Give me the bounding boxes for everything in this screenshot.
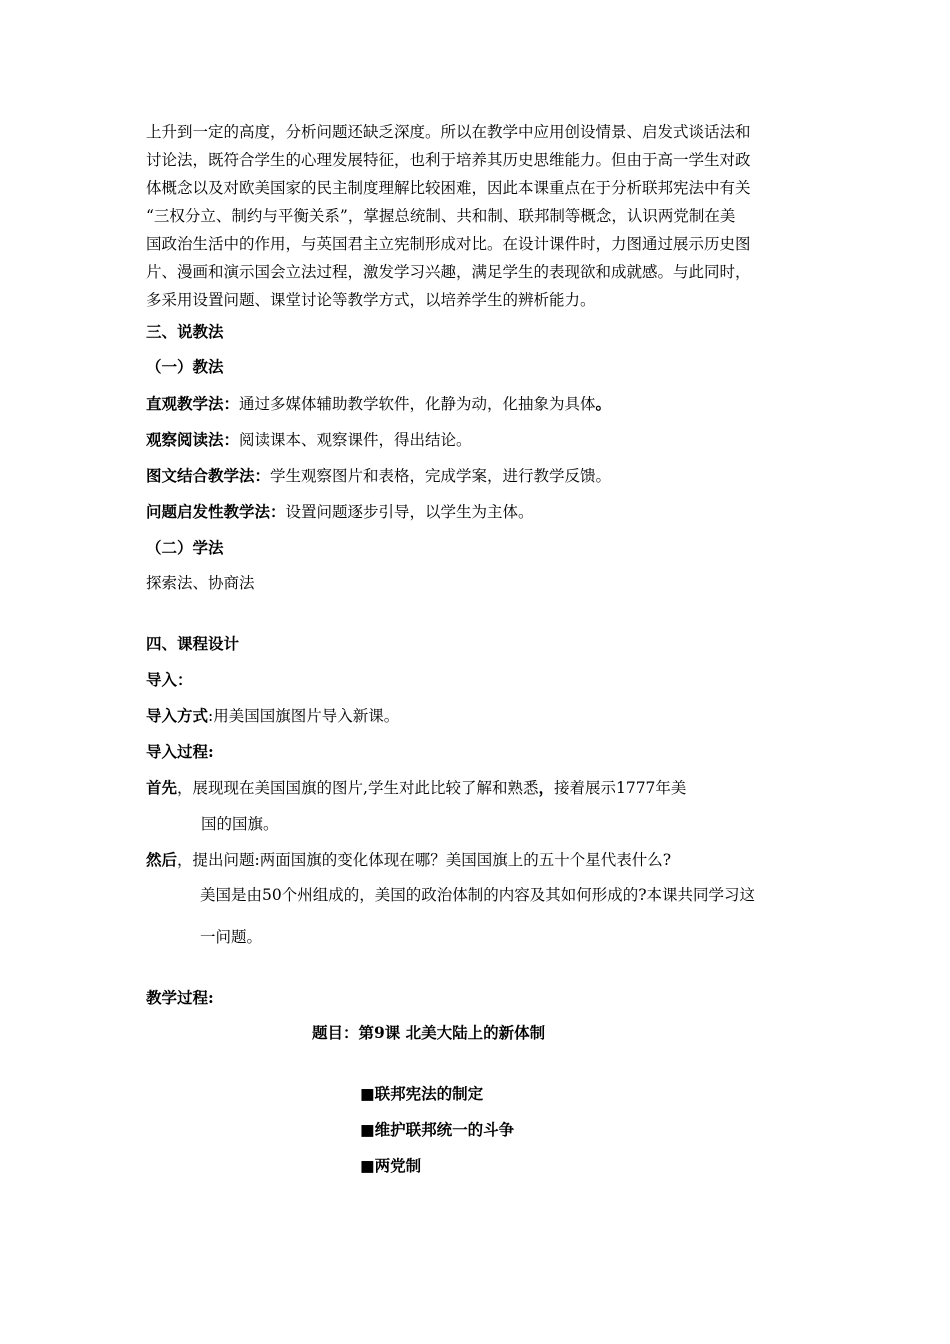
intro-process-label: 导入过程:	[146, 742, 214, 761]
intro-label: 导入：	[146, 670, 193, 689]
then-step-continuation-1: 美国是由50个州组成的，美国的政治体制的内容及其如何形成的?本课共同学习这	[200, 886, 756, 904]
method-term: 问题启发性教学法：	[146, 502, 286, 521]
method-term: 观察阅读法：	[146, 430, 240, 449]
then-step-continuation-2: 一问题。	[200, 928, 263, 946]
then-step-text: ，提出问题:两面国旗的变化体现在哪？美国国旗上的五十个星代表什么?	[177, 851, 672, 869]
outline-item-union-struggle: ■维护联邦统一的斗争	[360, 1120, 515, 1139]
method-text: 通过多媒体辅助教学软件，化静为动，化抽象为具体	[239, 395, 596, 413]
outline-item-two-party: ■两党制	[360, 1156, 422, 1175]
first-step-continuation: 国的国旗。	[201, 815, 279, 833]
method-text: 设置问题逐步引导，以学生为主体。	[285, 503, 534, 521]
section4-heading: 四、课程设计	[146, 634, 240, 653]
intro-mode-text: :用美国国旗图片导入新课。	[208, 707, 400, 725]
section3-heading: 三、说教法	[146, 322, 224, 341]
first-step-text: ，展现现在美国国旗的图片,学生对此比较了解和熟悉	[177, 779, 539, 797]
method-item-question	[146, 502, 534, 522]
teaching-method-subheading: （一）教法	[146, 357, 224, 376]
first-step-line	[146, 778, 686, 798]
method-item-image-text	[146, 466, 611, 486]
learning-method-subheading: （二）学法	[146, 538, 224, 557]
method-term: 直观教学法：	[146, 394, 240, 413]
method-term: 图文结合教学法：	[146, 466, 271, 485]
teaching-process-label: 教学过程:	[146, 988, 214, 1007]
method-text: 学生观察图片和表格，完成学案，进行教学反馈。	[270, 467, 612, 485]
outline-item-constitution: ■联邦宪法的制定	[360, 1084, 484, 1103]
intro-line-6: 片、漫画和演示国会立法过程，激发学习兴趣，满足学生的表现欲和成就感。与此同时，	[146, 263, 751, 281]
intro-line-4: “三权分立、制约与平衡关系”，掌握总统制、共和制、联邦制等概念，认识两党制在美	[146, 207, 736, 225]
intro-line-7: 多采用设置问题、课堂讨论等教学方式，以培养学生的辨析能力。	[146, 291, 596, 309]
lesson-title: 题目：第9课 北美大陆上的新体制	[312, 1023, 546, 1042]
first-step-text-2: 接着展示1777年美	[553, 779, 687, 797]
first-step-label: 首先	[146, 778, 178, 797]
intro-mode-line	[146, 706, 399, 726]
intro-line-3: 体概念以及对欧美国家的民主制度理解比较困难，因此本课重点在于分析联邦宪法中有关	[146, 179, 751, 197]
then-step-label: 然后	[146, 850, 178, 869]
learning-methods-text: 探索法、协商法	[146, 574, 255, 592]
method-tail: 。	[595, 394, 612, 413]
intro-mode-label: 导入方式	[146, 706, 209, 725]
intro-line-1: 上升到一定的高度，分析问题还缺乏深度。所以在教学中应用创设情景、启发式谈话法和	[146, 123, 751, 141]
method-text: 阅读课本、观察课件，得出结论。	[239, 431, 472, 449]
then-step-line	[146, 850, 671, 870]
intro-line-2: 讨论法，既符合学生的心理发展特征，也利于培养其历史思维能力。但由于高一学生对政	[146, 151, 751, 169]
first-step-comma: ，	[538, 778, 554, 797]
method-item-observation	[146, 430, 472, 450]
intro-line-5: 国政治生活中的作用，与英国君主立宪制形成对比。在设计课件时，力图通过展示历史图	[146, 235, 751, 253]
method-item-intuitive	[146, 394, 611, 414]
